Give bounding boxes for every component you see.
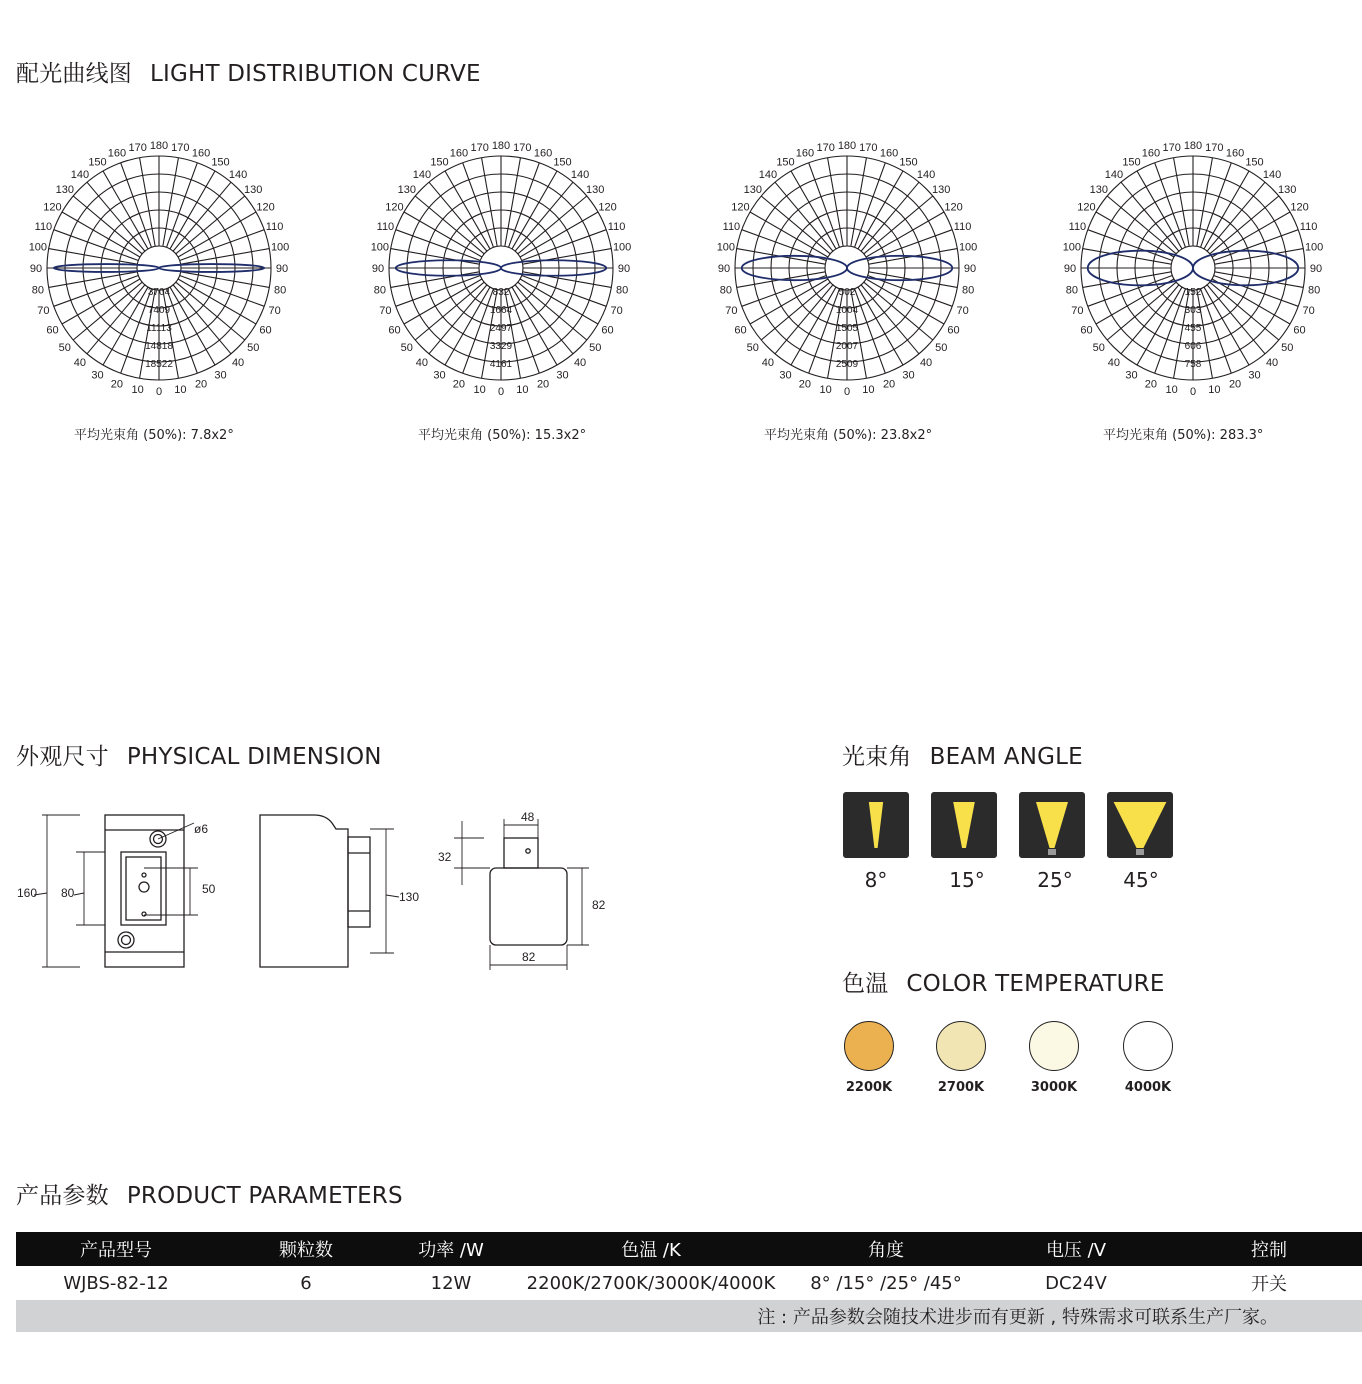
polar-angle-label: 140 — [916, 168, 936, 181]
polar-angle-label: 150 — [430, 156, 449, 169]
light-distribution-title-en: LIGHT DISTRIBUTION CURVE — [150, 61, 481, 87]
color-temperature-title-en: COLOR TEMPERATURE — [906, 971, 1165, 997]
polar-angle-label: 140 — [570, 168, 590, 181]
beam-icon-45 — [1107, 792, 1173, 858]
front-view-body — [105, 815, 184, 967]
polar-angle-label: 100 — [270, 241, 290, 254]
polar-angle-label: 70 — [1071, 305, 1084, 318]
polar-angle-label: 60 — [601, 324, 614, 337]
polar-angle-label: 70 — [1302, 305, 1315, 318]
polar-angle-label: 20 — [194, 378, 208, 391]
header-control: 控制 — [1176, 1232, 1362, 1266]
cell-led-count: 6 — [300, 1272, 312, 1294]
product-parameters-title-en: PRODUCT PARAMETERS — [126, 1183, 403, 1209]
polar-value-label: 1664 — [489, 305, 513, 316]
polar-angle-label: 30 — [91, 369, 104, 382]
polar-angle-label: 70 — [610, 305, 623, 318]
polar-angle-label: 90 — [1309, 263, 1323, 275]
polar-angle-label: 80 — [31, 284, 44, 297]
polar-angle-label: 120 — [944, 201, 963, 214]
polar-angle-label: 40 — [415, 357, 429, 370]
swatch-4000k — [1123, 1021, 1173, 1071]
polar-value-label: 502 — [838, 287, 856, 298]
light-distribution-title-cn: 配光曲线图 — [16, 61, 132, 87]
color-temperature-title-cn: 色温 — [842, 971, 889, 997]
polar-angle-label: 140 — [1262, 168, 1282, 181]
beam-angle-title-en: BEAM ANGLE — [929, 744, 1083, 770]
dim-label-bracket-height: 32 — [438, 850, 452, 864]
beam-icon-15 — [931, 792, 997, 858]
swatch-3000k — [1029, 1021, 1079, 1071]
product-parameters-title-cn: 产品参数 — [16, 1183, 109, 1209]
polar-angle-label: 40 — [919, 357, 933, 370]
beam-angle-title-cn: 光束角 — [842, 744, 912, 770]
polar-angle-label: 20 — [110, 378, 124, 391]
polar-angle-label: 120 — [1077, 201, 1096, 214]
polar-spoke — [851, 158, 867, 247]
polar-angle-label: 30 — [214, 369, 227, 382]
polar-angle-label: 180 — [1183, 140, 1203, 152]
polar-angle-label: 0 — [497, 386, 505, 398]
polar-value-label: 2509 — [835, 359, 859, 370]
polar-angle-label: 40 — [73, 357, 87, 370]
header-voltage: 电压 /V — [976, 1232, 1176, 1266]
beam-label-15: 15° — [949, 868, 985, 892]
polar-value-label: 14818 — [145, 341, 173, 352]
beam-cone — [953, 802, 975, 848]
polar-angle-label: 20 — [452, 378, 466, 391]
polar-angle-label: 150 — [1245, 156, 1264, 169]
polar-spoke — [181, 272, 270, 288]
table-note-row — [16, 1300, 1362, 1332]
color-temperature-title — [842, 965, 1165, 998]
dim-label-hole: ø6 — [194, 822, 209, 836]
polar-angle-label: 70 — [268, 305, 281, 318]
polar-angle-label: 70 — [379, 305, 392, 318]
polar-value-label: 3704 — [147, 287, 171, 298]
swatch-label-3000k: 3000K — [1030, 1080, 1078, 1095]
product-parameters-table — [16, 1232, 1362, 1332]
polar-chart-1 — [14, 130, 304, 410]
polar-angle-label: 140 — [1104, 168, 1124, 181]
polar-angle-label: 110 — [607, 220, 626, 233]
polar-value-label: 152 — [1184, 287, 1202, 298]
polar-angle-label: 50 — [58, 342, 71, 355]
polar-spoke — [523, 249, 612, 265]
polar-angle-label: 90 — [371, 263, 385, 275]
polar-spoke — [1197, 158, 1213, 247]
polar-angle-label: 170 — [128, 141, 147, 154]
cell-model: WJBS-82-12 — [63, 1272, 169, 1294]
polar-angle-label: 80 — [373, 284, 386, 297]
polar-angle-label: 160 — [191, 147, 211, 160]
polar-angle-label: 60 — [1080, 324, 1093, 337]
polar-angle-label: 10 — [131, 384, 144, 397]
header-power: 功率 /W — [396, 1232, 506, 1266]
polar-angle-label: 50 — [746, 342, 759, 355]
beam-label-25: 25° — [1037, 868, 1073, 892]
polar-angle-label: 160 — [107, 147, 127, 160]
swatch-label-4000k: 4000K — [1124, 1080, 1172, 1095]
polar-angle-label: 10 — [1165, 384, 1178, 397]
polar-angle-label: 80 — [616, 284, 629, 297]
polar-angle-label: 50 — [400, 342, 413, 355]
polar-angle-label: 180 — [491, 140, 511, 152]
polar-angle-label: 150 — [899, 156, 918, 169]
polar-angle-label: 180 — [837, 140, 857, 152]
polar-spoke — [482, 158, 498, 247]
polar-value-label: 11113 — [146, 323, 172, 334]
polar-angle-label: 90 — [1063, 263, 1077, 275]
beam-cone — [1036, 802, 1068, 848]
polar-angle-label: 90 — [963, 263, 977, 275]
polar-angle-label: 120 — [1290, 201, 1309, 214]
polar-angle-label: 50 — [247, 342, 260, 355]
polar-angle-label: 130 — [1089, 183, 1108, 196]
polar-caption-2: 平均光束角 (50%): 15.3x2° — [418, 428, 587, 443]
polar-svg — [1048, 130, 1338, 410]
polar-angle-label: 110 — [1068, 220, 1087, 233]
polar-angle-label: 120 — [598, 201, 617, 214]
polar-angle-label: 30 — [1248, 369, 1261, 382]
beam-svg — [1019, 792, 1085, 858]
cell-voltage: DC24V — [1045, 1272, 1107, 1294]
swatch-label-2700k: 2700K — [937, 1080, 985, 1095]
polar-angle-label: 130 — [1278, 183, 1297, 196]
polar-angle-label: 70 — [37, 305, 50, 318]
polar-angle-label: 40 — [573, 357, 587, 370]
polar-value-label: 18522 — [145, 359, 173, 370]
polar-caption-4: 平均光束角 (50%): 283.3° — [1103, 428, 1264, 443]
polar-value-label: 2007 — [835, 341, 859, 352]
dim-label-inner-height: 80 — [61, 886, 75, 900]
product-parameters-title — [16, 1177, 403, 1210]
beam-label-8: 8° — [864, 868, 888, 892]
polar-angle-label: 170 — [816, 141, 835, 154]
polar-angle-label: 180 — [149, 140, 169, 152]
polar-angle-label: 170 — [1205, 141, 1224, 154]
polar-spoke — [163, 158, 179, 247]
polar-angle-label: 0 — [843, 386, 851, 398]
polar-value-label: 832 — [492, 287, 510, 298]
polar-angle-label: 100 — [716, 241, 736, 254]
polar-caption-3: 平均光束角 (50%): 23.8x2° — [764, 428, 933, 443]
polar-angle-label: 160 — [1225, 147, 1245, 160]
polar-angle-label: 60 — [1293, 324, 1306, 337]
polar-angle-label: 40 — [1265, 357, 1279, 370]
polar-angle-label: 70 — [725, 305, 738, 318]
beam-source — [1048, 849, 1056, 855]
polar-spoke — [391, 272, 480, 288]
polar-svg — [702, 130, 992, 410]
polar-angle-label: 170 — [513, 141, 532, 154]
cell-color-temp: 2200K/2700K/3000K/4000K — [526, 1272, 776, 1294]
polar-angle-label: 150 — [776, 156, 795, 169]
polar-value-label: 1505 — [835, 323, 859, 334]
polar-value-label: 455 — [1184, 323, 1202, 334]
polar-angle-label: 30 — [433, 369, 446, 382]
polar-angle-label: 150 — [1122, 156, 1141, 169]
polar-angle-label: 0 — [1189, 386, 1197, 398]
polar-angle-label: 0 — [155, 386, 163, 398]
swatch-2200k — [844, 1021, 894, 1071]
polar-angle-label: 50 — [935, 342, 948, 355]
polar-angle-label: 60 — [259, 324, 272, 337]
polar-spoke — [49, 249, 138, 265]
polar-angle-label: 140 — [412, 168, 432, 181]
polar-angle-label: 110 — [265, 220, 284, 233]
polar-angle-label: 150 — [88, 156, 107, 169]
polar-angle-label: 150 — [553, 156, 572, 169]
dim-label-body-width: 82 — [522, 950, 536, 964]
table-row — [16, 1266, 1362, 1300]
polar-angle-label: 30 — [556, 369, 569, 382]
polar-spoke — [49, 272, 138, 288]
polar-value-label: 1004 — [835, 305, 859, 316]
polar-angle-label: 140 — [758, 168, 778, 181]
polar-spoke — [523, 272, 612, 288]
polar-angle-label: 120 — [385, 201, 404, 214]
dim-label-body-height: 82 — [592, 898, 606, 912]
polar-angle-label: 110 — [1299, 220, 1318, 233]
physical-dimension-title-cn: 外观尺寸 — [16, 744, 109, 770]
polar-angle-label: 120 — [43, 201, 62, 214]
polar-angle-label: 130 — [586, 183, 605, 196]
polar-angle-label: 90 — [29, 263, 43, 275]
beam-label-45: 45° — [1123, 868, 1159, 892]
physical-dimension-title-en: PHYSICAL DIMENSION — [126, 744, 382, 770]
polar-svg — [14, 130, 304, 410]
polar-angle-label: 160 — [795, 147, 815, 160]
dim-label-depth: 130 — [399, 890, 420, 904]
polar-angle-label: 30 — [902, 369, 915, 382]
polar-angle-label: 20 — [1228, 378, 1242, 391]
polar-angle-label: 110 — [34, 220, 53, 233]
polar-angle-label: 20 — [882, 378, 896, 391]
physical-dimension-title — [16, 738, 382, 771]
polar-spoke — [1174, 158, 1190, 247]
polar-angle-label: 40 — [231, 357, 245, 370]
top-view-bracket — [504, 838, 538, 868]
polar-spoke — [828, 158, 844, 247]
polar-angle-label: 100 — [612, 241, 632, 254]
beam-svg — [843, 792, 909, 858]
polar-angle-label: 20 — [1144, 378, 1158, 391]
polar-angle-label: 40 — [761, 357, 775, 370]
polar-angle-label: 60 — [388, 324, 401, 337]
dim-label-height: 160 — [17, 886, 38, 900]
polar-angle-label: 110 — [376, 220, 395, 233]
polar-angle-label: 170 — [470, 141, 489, 154]
polar-angle-label: 130 — [244, 183, 263, 196]
polar-angle-label: 100 — [370, 241, 390, 254]
polar-angle-label: 120 — [731, 201, 750, 214]
polar-angle-label: 50 — [1092, 342, 1105, 355]
polar-angle-label: 30 — [1125, 369, 1138, 382]
swatch-label-2200k: 2200K — [845, 1080, 893, 1095]
polar-angle-label: 10 — [862, 384, 875, 397]
polar-angle-label: 10 — [1208, 384, 1221, 397]
polar-value-label: 7409 — [147, 305, 171, 316]
polar-value-label: 2497 — [489, 323, 513, 334]
polar-angle-label: 60 — [947, 324, 960, 337]
polar-angle-label: 150 — [211, 156, 230, 169]
header-model: 产品型号 — [16, 1232, 216, 1266]
polar-angle-label: 90 — [617, 263, 631, 275]
polar-caption-1: 平均光束角 (50%): 7.8x2° — [74, 428, 234, 443]
polar-angle-label: 160 — [1141, 147, 1161, 160]
polar-angle-label: 90 — [717, 263, 731, 275]
polar-angle-label: 80 — [1308, 284, 1321, 297]
polar-angle-label: 70 — [956, 305, 969, 318]
beam-icon-25 — [1019, 792, 1085, 858]
header-color-temp: 色温 /K — [506, 1232, 796, 1266]
polar-angle-label: 80 — [962, 284, 975, 297]
polar-angle-label: 170 — [859, 141, 878, 154]
cell-power: 12W — [430, 1272, 472, 1294]
beam-icon-8 — [843, 792, 909, 858]
polar-angle-label: 10 — [819, 384, 832, 397]
polar-angle-label: 140 — [228, 168, 248, 181]
header-led-count: 颗粒数 — [216, 1232, 396, 1266]
polar-angle-label: 140 — [70, 168, 90, 181]
polar-angle-label: 50 — [1281, 342, 1294, 355]
polar-angle-label: 160 — [879, 147, 899, 160]
polar-angle-label: 100 — [1304, 241, 1324, 254]
polar-angle-label: 160 — [449, 147, 469, 160]
polar-angle-label: 110 — [953, 220, 972, 233]
polar-angle-label: 10 — [516, 384, 529, 397]
beam-angle-title — [842, 738, 1083, 771]
top-view-body — [490, 868, 567, 945]
polar-value-label: 758 — [1184, 359, 1202, 370]
polar-value-label: 606 — [1184, 341, 1202, 352]
polar-chart-3 — [702, 130, 992, 410]
beam-cone — [869, 802, 883, 848]
polar-value-label: 303 — [1184, 305, 1202, 316]
polar-angle-label: 20 — [798, 378, 812, 391]
polar-angle-label: 50 — [589, 342, 602, 355]
beam-svg — [1107, 792, 1173, 858]
polar-angle-label: 170 — [171, 141, 190, 154]
polar-svg — [356, 130, 646, 410]
polar-angle-label: 100 — [1062, 241, 1082, 254]
cell-control: 开关 — [1251, 1274, 1287, 1295]
polar-angle-label: 110 — [722, 220, 741, 233]
polar-chart-2 — [356, 130, 646, 410]
polar-angle-label: 10 — [473, 384, 486, 397]
light-distribution-title — [16, 55, 481, 88]
polar-angle-label: 100 — [28, 241, 48, 254]
polar-angle-label: 130 — [743, 183, 762, 196]
side-view-body — [260, 815, 348, 967]
polar-spoke — [505, 158, 521, 247]
swatch-2700k — [936, 1021, 986, 1071]
dim-label-bracket-width: 48 — [521, 810, 535, 824]
polar-chart-4 — [1048, 130, 1338, 410]
dim-label-hole-spacing: 50 — [202, 882, 216, 896]
polar-angle-label: 130 — [932, 183, 951, 196]
polar-angle-label: 60 — [734, 324, 747, 337]
polar-angle-label: 100 — [958, 241, 978, 254]
polar-angle-label: 20 — [536, 378, 550, 391]
polar-angle-label: 40 — [1107, 357, 1121, 370]
polar-angle-label: 80 — [274, 284, 287, 297]
polar-angle-label: 120 — [256, 201, 275, 214]
polar-angle-label: 60 — [46, 324, 59, 337]
polar-spoke — [140, 158, 156, 247]
polar-angle-label: 30 — [779, 369, 792, 382]
polar-angle-label: 80 — [719, 284, 732, 297]
polar-value-label: 3329 — [489, 341, 513, 352]
polar-angle-label: 170 — [1162, 141, 1181, 154]
beam-source — [1136, 849, 1144, 855]
polar-angle-label: 10 — [174, 384, 187, 397]
table-note: 注 : 产品参数会随技术进步而有更新 , 特殊需求可联系生产厂家。 — [16, 1300, 1362, 1332]
polar-spoke — [181, 249, 270, 265]
polar-spoke — [391, 249, 480, 265]
dimension-drawings — [14, 805, 614, 980]
cell-angle: 8° /15° /25° /45° — [810, 1272, 962, 1294]
polar-angle-label: 160 — [533, 147, 553, 160]
header-angle: 角度 — [796, 1232, 976, 1266]
table-header-row — [16, 1232, 1362, 1266]
polar-angle-label: 130 — [55, 183, 74, 196]
beam-cone — [1114, 802, 1167, 848]
polar-value-label: 4161 — [489, 359, 513, 370]
beam-svg — [931, 792, 997, 858]
polar-angle-label: 130 — [397, 183, 416, 196]
polar-angle-label: 90 — [275, 263, 289, 275]
polar-angle-label: 80 — [1065, 284, 1078, 297]
